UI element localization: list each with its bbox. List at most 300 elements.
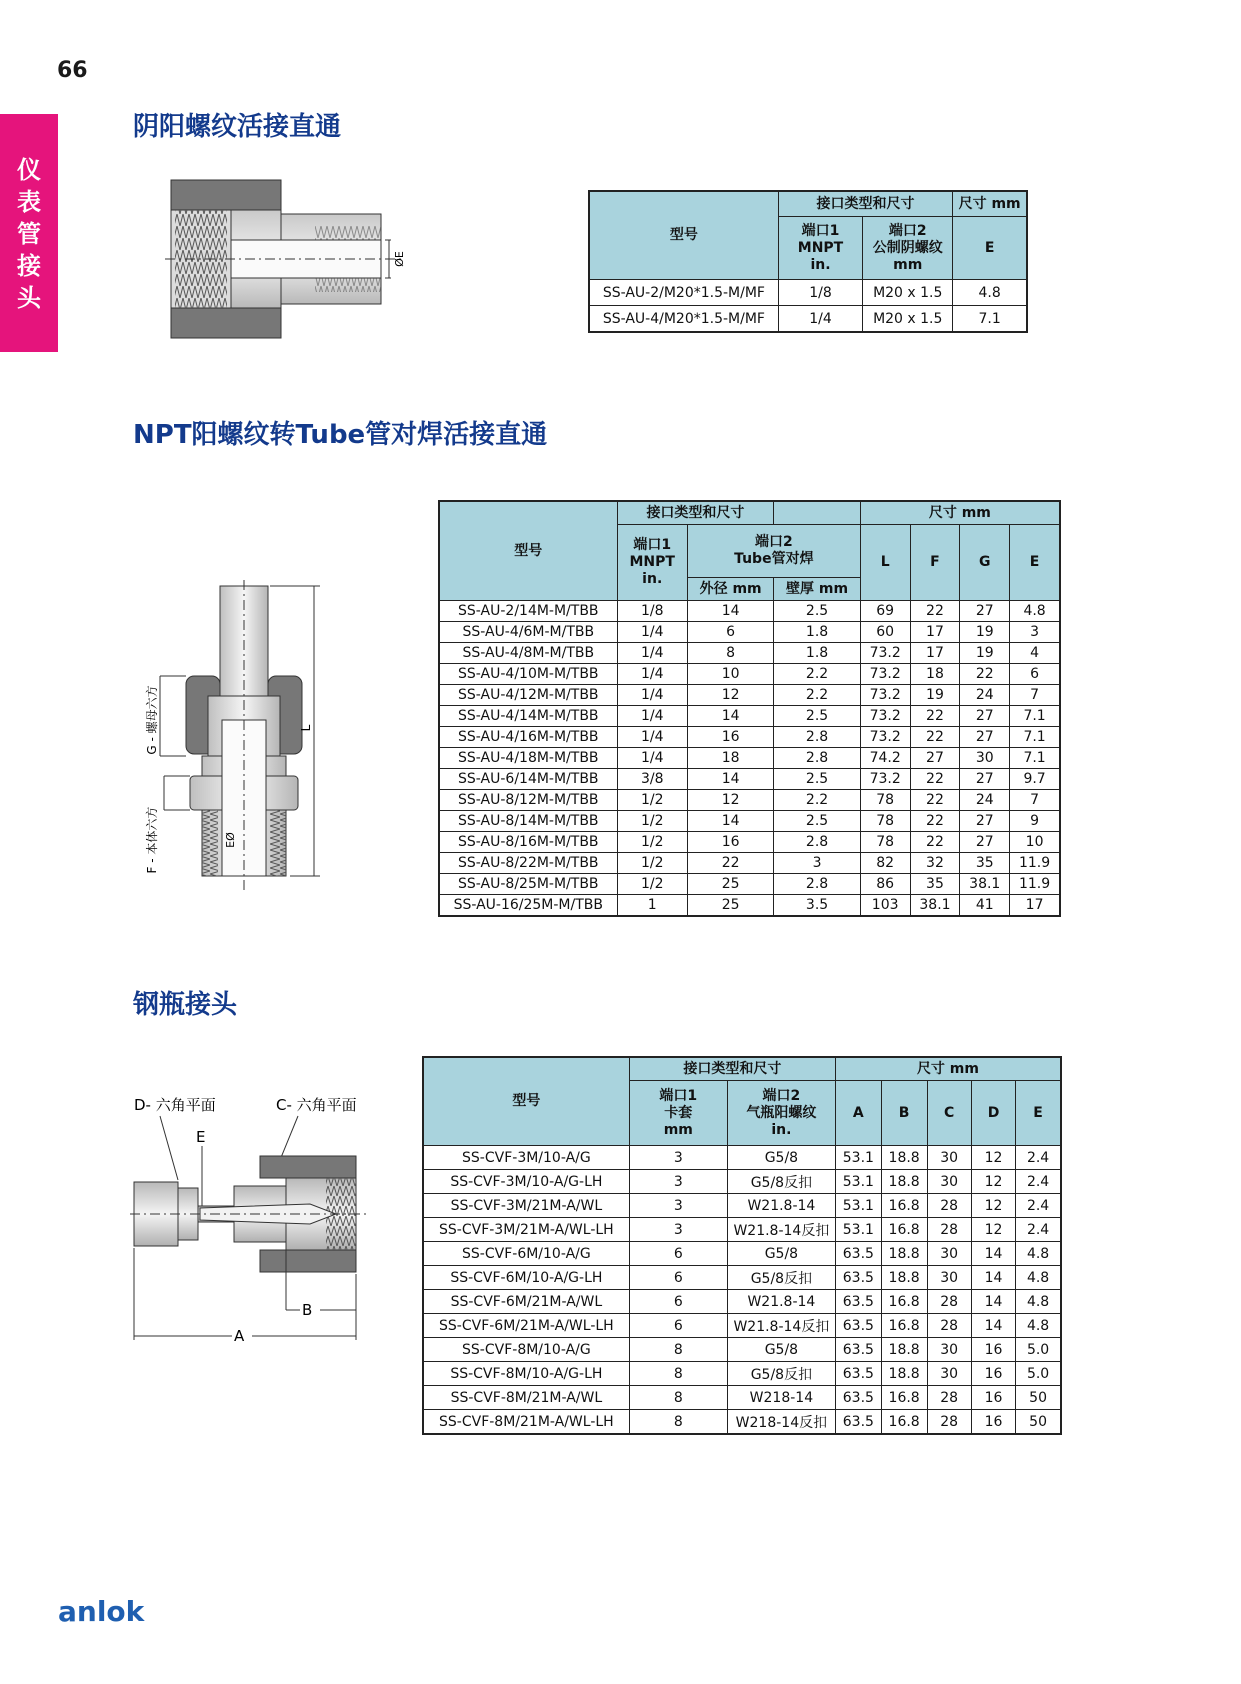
- model-cell: SS-CVF-3M/21M-A/WL: [423, 1194, 629, 1218]
- value-cell: 25: [687, 874, 773, 895]
- value-cell: 18.8: [881, 1170, 927, 1194]
- value-cell: 1.8: [774, 622, 860, 643]
- value-cell: 63.5: [835, 1242, 881, 1266]
- value-cell: 7: [1010, 790, 1060, 811]
- value-cell: 22: [910, 769, 960, 790]
- model-cell: SS-AU-4/6M-M/TBB: [439, 622, 617, 643]
- header-col-d: D: [971, 1081, 1015, 1146]
- dim-l-label: L: [299, 724, 313, 732]
- value-cell: 8: [687, 643, 773, 664]
- table-row: [423, 1242, 1061, 1266]
- value-cell: 1/8: [617, 601, 687, 622]
- table-row: [439, 769, 1060, 790]
- section1-spec-table: [588, 190, 1028, 333]
- value-cell: 50: [1016, 1386, 1061, 1410]
- value-cell: 14: [971, 1242, 1015, 1266]
- value-cell: 63.5: [835, 1362, 881, 1386]
- value-cell: 17: [910, 622, 960, 643]
- value-cell: 4.8: [1016, 1242, 1061, 1266]
- value-cell: 53.1: [835, 1218, 881, 1242]
- value-cell: 78: [860, 790, 910, 811]
- value-cell: 53.1: [835, 1170, 881, 1194]
- value-cell: 2.8: [774, 748, 860, 769]
- model-cell: SS-AU-4/8M-M/TBB: [439, 643, 617, 664]
- model-cell: SS-CVF-8M/21M-A/WL: [423, 1386, 629, 1410]
- header-col-a: A: [835, 1081, 881, 1146]
- value-cell: 30: [927, 1266, 971, 1290]
- value-cell: M20 x 1.5: [863, 306, 953, 333]
- value-cell: 7.1: [953, 306, 1027, 333]
- value-cell: 86: [860, 874, 910, 895]
- table-row: [423, 1386, 1061, 1410]
- table-row: [423, 1266, 1061, 1290]
- value-cell: 14: [971, 1290, 1015, 1314]
- table-row: [439, 706, 1060, 727]
- table-row: [423, 1362, 1061, 1386]
- table-row: [439, 601, 1060, 622]
- value-cell: 2.2: [774, 790, 860, 811]
- value-cell: 16.8: [881, 1386, 927, 1410]
- value-cell: 30: [927, 1170, 971, 1194]
- value-cell: 27: [960, 727, 1010, 748]
- table-row: [439, 622, 1060, 643]
- value-cell: 1/4: [617, 706, 687, 727]
- value-cell: 27: [960, 832, 1010, 853]
- value-cell: 78: [860, 832, 910, 853]
- model-cell: SS-CVF-6M/10-A/G-LH: [423, 1266, 629, 1290]
- value-cell: 16.8: [881, 1194, 927, 1218]
- table-row: [439, 811, 1060, 832]
- value-cell: 16: [687, 832, 773, 853]
- value-cell: 16: [687, 727, 773, 748]
- d-hex-flat-label: D- 六角平面: [134, 1096, 216, 1114]
- value-cell: 73.2: [860, 727, 910, 748]
- header-col-g: G: [960, 525, 1010, 601]
- model-cell: SS-AU-4/M20*1.5-M/MF: [589, 306, 778, 333]
- value-cell: 73.2: [860, 664, 910, 685]
- value-cell: 63.5: [835, 1266, 881, 1290]
- value-cell: W21.8-14反扣: [727, 1218, 835, 1242]
- value-cell: 4.8: [1010, 601, 1060, 622]
- value-cell: 7.1: [1010, 727, 1060, 748]
- value-cell: 50: [1016, 1410, 1061, 1435]
- section1-title: 阴阳螺纹活接直通: [133, 112, 342, 142]
- brand-logo: anlok: [58, 1595, 145, 1628]
- value-cell: 4.8: [953, 280, 1027, 306]
- value-cell: 27: [960, 811, 1010, 832]
- value-cell: 5.0: [1016, 1362, 1061, 1386]
- header-col-e: E: [1010, 525, 1060, 601]
- value-cell: 16: [971, 1386, 1015, 1410]
- value-cell: 22: [910, 706, 960, 727]
- header-wall-thickness: 壁厚 mm: [774, 578, 860, 601]
- value-cell: 9: [1010, 811, 1060, 832]
- value-cell: 22: [910, 832, 960, 853]
- value-cell: 22: [960, 664, 1010, 685]
- dim-e-label: ØE: [393, 251, 406, 267]
- value-cell: 1/4: [617, 748, 687, 769]
- value-cell: 4.8: [1016, 1266, 1061, 1290]
- page-number: 66: [57, 58, 88, 83]
- value-cell: 6: [629, 1266, 727, 1290]
- side-tab-char: 管: [17, 220, 41, 248]
- value-cell: 35: [910, 874, 960, 895]
- model-cell: SS-AU-8/12M-M/TBB: [439, 790, 617, 811]
- c-hex-flat-label: C- 六角平面: [276, 1096, 357, 1114]
- model-cell: SS-CVF-3M/21M-A/WL-LH: [423, 1218, 629, 1242]
- value-cell: 1/4: [617, 622, 687, 643]
- value-cell: 3.5: [774, 895, 860, 917]
- value-cell: 10: [1010, 832, 1060, 853]
- value-cell: 2.5: [774, 769, 860, 790]
- value-cell: 69: [860, 601, 910, 622]
- table-row: [589, 280, 1027, 306]
- header-col-l: L: [860, 525, 910, 601]
- value-cell: 9.7: [1010, 769, 1060, 790]
- header-model: 型号: [423, 1057, 629, 1146]
- table-row: [423, 1338, 1061, 1362]
- header-connection-group: 接口类型和尺寸: [778, 191, 952, 217]
- value-cell: 1/2: [617, 811, 687, 832]
- table-row: [439, 895, 1060, 917]
- model-cell: SS-AU-2/M20*1.5-M/MF: [589, 280, 778, 306]
- value-cell: 78: [860, 811, 910, 832]
- value-cell: 16: [971, 1338, 1015, 1362]
- table-row: [423, 1314, 1061, 1338]
- value-cell: 18.8: [881, 1338, 927, 1362]
- header-col-e: E: [1016, 1081, 1061, 1146]
- model-cell: SS-AU-4/10M-M/TBB: [439, 664, 617, 685]
- value-cell: 73.2: [860, 706, 910, 727]
- value-cell: 82: [860, 853, 910, 874]
- value-cell: 35: [960, 853, 1010, 874]
- model-cell: SS-AU-8/25M-M/TBB: [439, 874, 617, 895]
- value-cell: 22: [687, 853, 773, 874]
- value-cell: 19: [910, 685, 960, 706]
- model-cell: SS-CVF-8M/10-A/G: [423, 1338, 629, 1362]
- value-cell: 2.8: [774, 727, 860, 748]
- value-cell: 11.9: [1010, 853, 1060, 874]
- value-cell: 8: [629, 1362, 727, 1386]
- model-cell: SS-AU-4/18M-M/TBB: [439, 748, 617, 769]
- value-cell: 3: [629, 1146, 727, 1170]
- e-label: E: [196, 1128, 206, 1146]
- value-cell: 1/2: [617, 832, 687, 853]
- value-cell: 17: [1010, 895, 1060, 917]
- value-cell: W21.8-14: [727, 1290, 835, 1314]
- value-cell: 14: [687, 601, 773, 622]
- value-cell: 14: [687, 811, 773, 832]
- table-row: [439, 664, 1060, 685]
- value-cell: 27: [960, 706, 1010, 727]
- model-cell: SS-AU-4/16M-M/TBB: [439, 727, 617, 748]
- value-cell: 41: [960, 895, 1010, 917]
- value-cell: 12: [971, 1146, 1015, 1170]
- dim-e-label: EØ: [224, 832, 237, 848]
- value-cell: 63.5: [835, 1314, 881, 1338]
- value-cell: 12: [971, 1218, 1015, 1242]
- value-cell: 63.5: [835, 1290, 881, 1314]
- value-cell: 22: [910, 601, 960, 622]
- header-connection-group: 接口类型和尺寸: [629, 1057, 835, 1081]
- value-cell: 8: [629, 1386, 727, 1410]
- value-cell: 25: [687, 895, 773, 917]
- value-cell: G5/8: [727, 1146, 835, 1170]
- value-cell: 14: [687, 769, 773, 790]
- value-cell: 4: [1010, 643, 1060, 664]
- value-cell: 18.8: [881, 1146, 927, 1170]
- header-dimension-group: 尺寸 mm: [953, 191, 1027, 217]
- value-cell: 53.1: [835, 1146, 881, 1170]
- header-port2: 端口2 Tube管对焊: [687, 525, 860, 578]
- value-cell: 28: [927, 1410, 971, 1435]
- table-row: [439, 643, 1060, 664]
- value-cell: 4.8: [1016, 1290, 1061, 1314]
- model-cell: SS-AU-6/14M-M/TBB: [439, 769, 617, 790]
- value-cell: 30: [960, 748, 1010, 769]
- value-cell: G5/8反扣: [727, 1170, 835, 1194]
- header-blank: [774, 501, 860, 525]
- value-cell: 1/4: [617, 664, 687, 685]
- section3-title: 钢瓶接头: [133, 990, 238, 1020]
- value-cell: 2.4: [1016, 1194, 1061, 1218]
- header-model: 型号: [589, 191, 778, 280]
- value-cell: 7: [1010, 685, 1060, 706]
- header-dimension-group: 尺寸 mm: [860, 501, 1060, 525]
- side-tab-char: 表: [17, 188, 41, 216]
- table-row: [439, 790, 1060, 811]
- table-row: [589, 306, 1027, 333]
- model-cell: SS-CVF-3M/10-A/G-LH: [423, 1170, 629, 1194]
- value-cell: 16.8: [881, 1290, 927, 1314]
- value-cell: G5/8反扣: [727, 1362, 835, 1386]
- value-cell: 3: [1010, 622, 1060, 643]
- section2-spec-table: [438, 500, 1061, 917]
- value-cell: 4.8: [1016, 1314, 1061, 1338]
- value-cell: 24: [960, 685, 1010, 706]
- value-cell: 1/4: [778, 306, 862, 333]
- value-cell: 8: [629, 1410, 727, 1435]
- value-cell: 38.1: [960, 874, 1010, 895]
- value-cell: 2.2: [774, 664, 860, 685]
- header-port1: 端口1 MNPT in.: [617, 525, 687, 601]
- a-label: A: [234, 1327, 245, 1345]
- header-model: 型号: [439, 501, 617, 601]
- table-row: [423, 1146, 1061, 1170]
- value-cell: G5/8反扣: [727, 1266, 835, 1290]
- side-category-tab: [0, 114, 58, 352]
- value-cell: 28: [927, 1194, 971, 1218]
- value-cell: 30: [927, 1146, 971, 1170]
- value-cell: 73.2: [860, 643, 910, 664]
- value-cell: 12: [687, 685, 773, 706]
- value-cell: 14: [971, 1314, 1015, 1338]
- header-outer-diameter: 外径 mm: [687, 578, 773, 601]
- header-port1: 端口1 MNPT in.: [778, 217, 862, 280]
- value-cell: 3: [629, 1218, 727, 1242]
- value-cell: 16.8: [881, 1410, 927, 1435]
- value-cell: 1/4: [617, 727, 687, 748]
- header-col-e: E: [953, 217, 1027, 280]
- value-cell: 2.4: [1016, 1146, 1061, 1170]
- value-cell: 5.0: [1016, 1338, 1061, 1362]
- value-cell: 2.5: [774, 601, 860, 622]
- header-port1: 端口1 卡套 mm: [629, 1081, 727, 1146]
- value-cell: 12: [971, 1170, 1015, 1194]
- model-cell: SS-CVF-6M/21M-A/WL-LH: [423, 1314, 629, 1338]
- table-row: [439, 685, 1060, 706]
- header-col-f: F: [910, 525, 960, 601]
- value-cell: 30: [927, 1338, 971, 1362]
- value-cell: 2.5: [774, 706, 860, 727]
- value-cell: 6: [629, 1290, 727, 1314]
- value-cell: 17: [910, 643, 960, 664]
- value-cell: 2.2: [774, 685, 860, 706]
- table-row: [423, 1218, 1061, 1242]
- value-cell: 28: [927, 1290, 971, 1314]
- value-cell: 24: [960, 790, 1010, 811]
- value-cell: 73.2: [860, 769, 910, 790]
- table-row: [439, 874, 1060, 895]
- value-cell: 28: [927, 1314, 971, 1338]
- value-cell: 18.8: [881, 1362, 927, 1386]
- table-row: [423, 1170, 1061, 1194]
- value-cell: 53.1: [835, 1194, 881, 1218]
- value-cell: 1: [617, 895, 687, 917]
- value-cell: 18: [687, 748, 773, 769]
- header-dimension-group: 尺寸 mm: [835, 1057, 1061, 1081]
- value-cell: 22: [910, 727, 960, 748]
- side-tab-char: 头: [17, 284, 41, 312]
- value-cell: 6: [687, 622, 773, 643]
- value-cell: 38.1: [910, 895, 960, 917]
- value-cell: M20 x 1.5: [863, 280, 953, 306]
- header-col-b: B: [881, 1081, 927, 1146]
- value-cell: 6: [629, 1242, 727, 1266]
- value-cell: 11.9: [1010, 874, 1060, 895]
- model-cell: SS-AU-4/12M-M/TBB: [439, 685, 617, 706]
- value-cell: 27: [910, 748, 960, 769]
- value-cell: W21.8-14: [727, 1194, 835, 1218]
- value-cell: 10: [687, 664, 773, 685]
- section3-spec-table: [422, 1056, 1062, 1435]
- value-cell: 2.8: [774, 874, 860, 895]
- value-cell: 28: [927, 1386, 971, 1410]
- value-cell: 14: [687, 706, 773, 727]
- npt-tube-weld-union-drawing: [145, 580, 360, 900]
- value-cell: 63.5: [835, 1338, 881, 1362]
- model-cell: SS-CVF-8M/21M-A/WL-LH: [423, 1410, 629, 1435]
- value-cell: 18.8: [881, 1242, 927, 1266]
- value-cell: 2.4: [1016, 1170, 1061, 1194]
- value-cell: 2.4: [1016, 1218, 1061, 1242]
- value-cell: 19: [960, 643, 1010, 664]
- table-row: [423, 1290, 1061, 1314]
- model-cell: SS-CVF-3M/10-A/G: [423, 1146, 629, 1170]
- value-cell: 3: [629, 1194, 727, 1218]
- value-cell: 1/8: [778, 280, 862, 306]
- model-cell: SS-AU-4/14M-M/TBB: [439, 706, 617, 727]
- value-cell: 73.2: [860, 685, 910, 706]
- dim-f-body-hex-label: F - 本体六方: [145, 806, 159, 874]
- value-cell: 12: [687, 790, 773, 811]
- table-row: [439, 748, 1060, 769]
- value-cell: G5/8: [727, 1242, 835, 1266]
- side-tab-char: 仪: [17, 156, 41, 184]
- value-cell: 63.5: [835, 1410, 881, 1435]
- value-cell: 1/2: [617, 853, 687, 874]
- table-row: [439, 853, 1060, 874]
- value-cell: 1/4: [617, 643, 687, 664]
- value-cell: 7.1: [1010, 748, 1060, 769]
- female-male-union-drawing: [165, 178, 425, 348]
- value-cell: 63.5: [835, 1386, 881, 1410]
- model-cell: SS-AU-8/16M-M/TBB: [439, 832, 617, 853]
- table-row: [439, 832, 1060, 853]
- value-cell: G5/8: [727, 1338, 835, 1362]
- value-cell: 12: [971, 1194, 1015, 1218]
- header-port2: 端口2 公制阴螺纹 mm: [863, 217, 953, 280]
- value-cell: 8: [629, 1338, 727, 1362]
- b-label: B: [302, 1301, 313, 1319]
- value-cell: 27: [960, 769, 1010, 790]
- header-connection-group: 接口类型和尺寸: [617, 501, 774, 525]
- value-cell: 22: [910, 811, 960, 832]
- table-row: [423, 1410, 1061, 1435]
- value-cell: 16: [971, 1410, 1015, 1435]
- value-cell: 74.2: [860, 748, 910, 769]
- value-cell: 2.8: [774, 832, 860, 853]
- value-cell: 3: [629, 1170, 727, 1194]
- table-row: [423, 1194, 1061, 1218]
- value-cell: 60: [860, 622, 910, 643]
- table-row: [439, 727, 1060, 748]
- value-cell: 28: [927, 1218, 971, 1242]
- value-cell: 16: [971, 1362, 1015, 1386]
- model-cell: SS-AU-2/14M-M/TBB: [439, 601, 617, 622]
- header-port2: 端口2 气瓶阳螺纹 in.: [727, 1081, 835, 1146]
- value-cell: 1/2: [617, 874, 687, 895]
- value-cell: 2.5: [774, 811, 860, 832]
- value-cell: W218-14: [727, 1386, 835, 1410]
- value-cell: 3: [774, 853, 860, 874]
- value-cell: 1/2: [617, 790, 687, 811]
- value-cell: 19: [960, 622, 1010, 643]
- value-cell: 103: [860, 895, 910, 917]
- value-cell: 16.8: [881, 1314, 927, 1338]
- header-col-c: C: [927, 1081, 971, 1146]
- model-cell: SS-AU-16/25M-M/TBB: [439, 895, 617, 917]
- value-cell: 18: [910, 664, 960, 685]
- value-cell: 16.8: [881, 1218, 927, 1242]
- value-cell: 30: [927, 1242, 971, 1266]
- value-cell: 6: [1010, 664, 1060, 685]
- value-cell: W21.8-14反扣: [727, 1314, 835, 1338]
- section2-title: NPT阳螺纹转Tube管对焊活接直通: [133, 420, 548, 450]
- value-cell: 22: [910, 790, 960, 811]
- model-cell: SS-AU-8/14M-M/TBB: [439, 811, 617, 832]
- cylinder-connector-drawing: [130, 1096, 370, 1346]
- value-cell: 18.8: [881, 1266, 927, 1290]
- value-cell: W218-14反扣: [727, 1410, 835, 1435]
- value-cell: 32: [910, 853, 960, 874]
- value-cell: 1/4: [617, 685, 687, 706]
- value-cell: 3/8: [617, 769, 687, 790]
- value-cell: 7.1: [1010, 706, 1060, 727]
- value-cell: 1.8: [774, 643, 860, 664]
- side-tab-char: 接: [17, 252, 41, 280]
- value-cell: 14: [971, 1266, 1015, 1290]
